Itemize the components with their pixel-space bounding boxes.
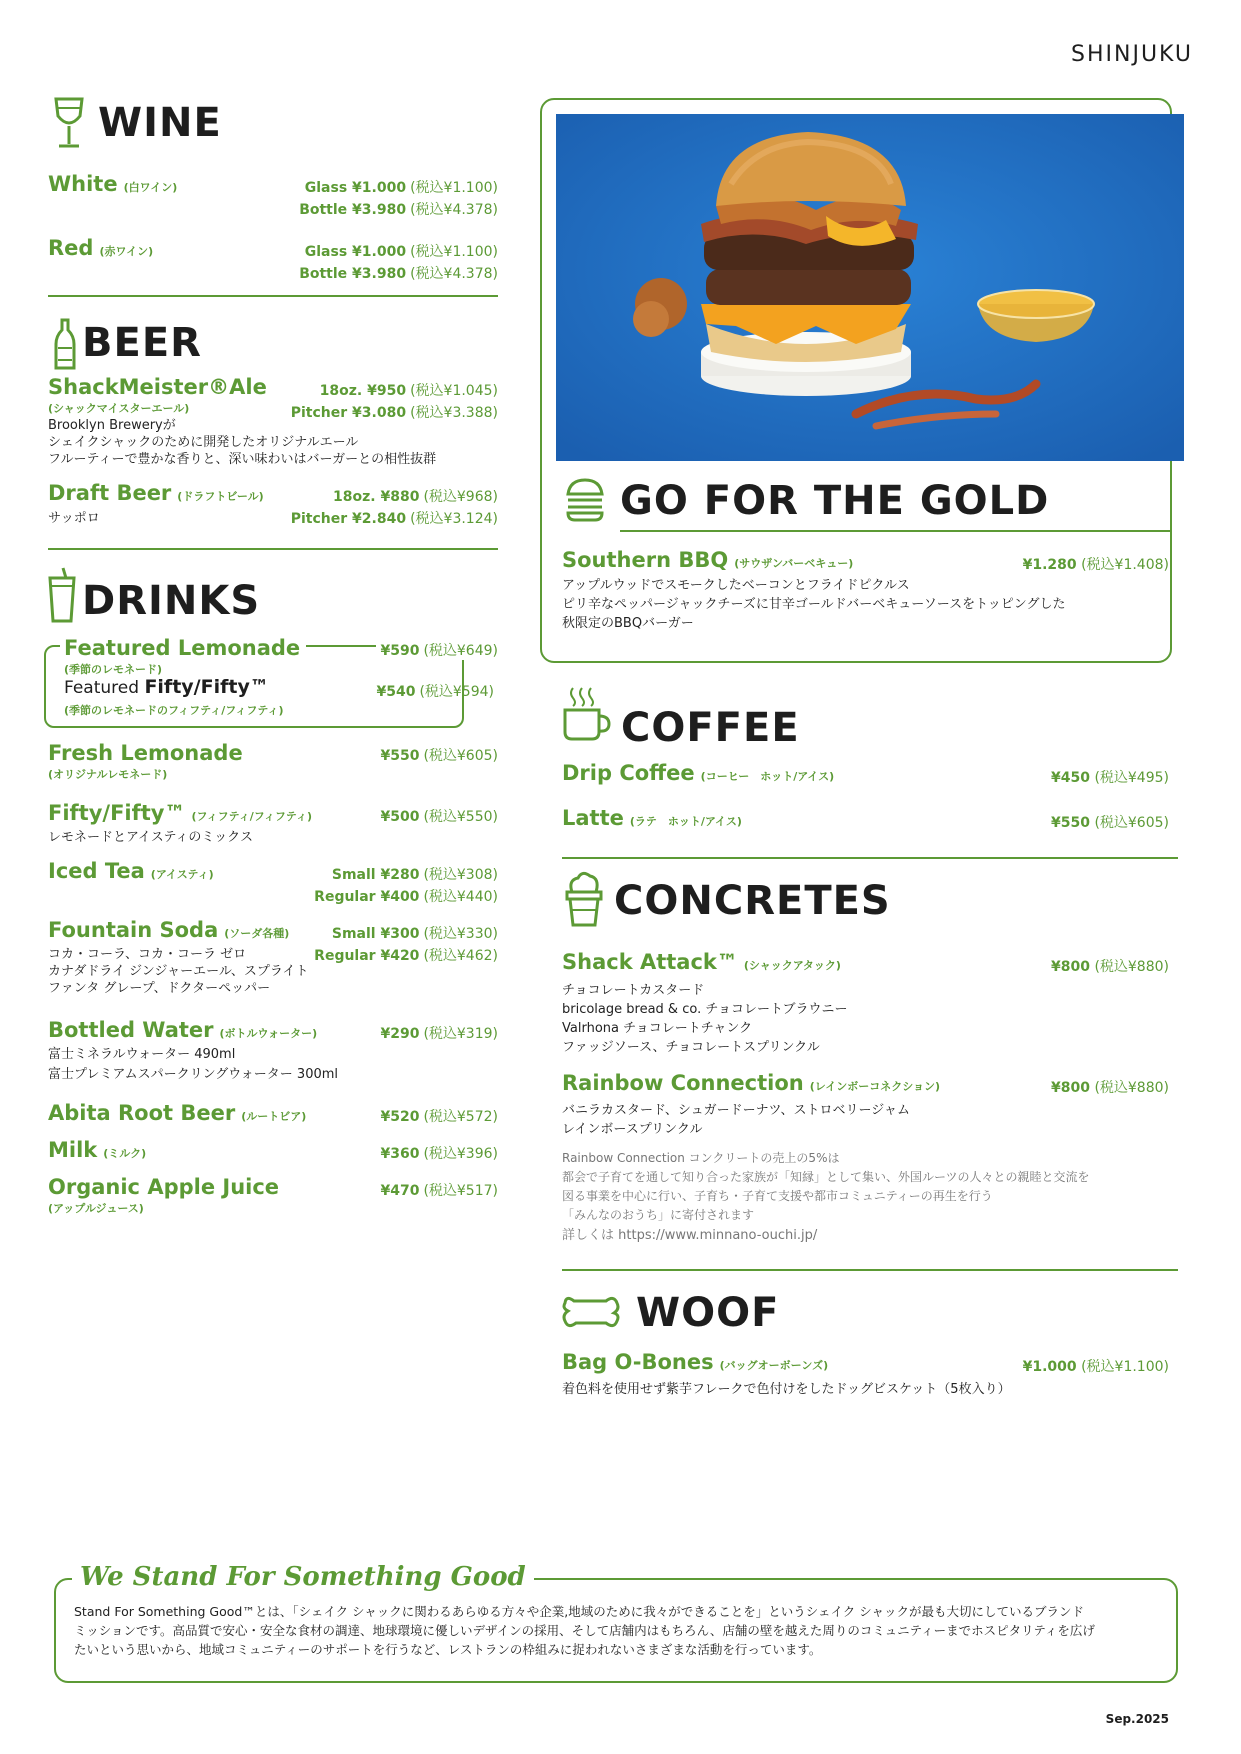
price-tax: (税込¥396) (423, 1146, 498, 1162)
beer-shackmeister-pitcher-price (291, 402, 498, 422)
price-tax: (税込¥605) (423, 748, 498, 764)
stand-title: We Stand For Something Good (72, 1562, 534, 1592)
price-value: ¥1.000 (1022, 1359, 1077, 1375)
southern-bbq-desc-2: ピリ辛なペッパージャックチーズに甘辛ゴールドバーベキューソースをトッピングした (562, 597, 1066, 612)
fresh-lemonade-name: Fresh Lemonade (48, 741, 243, 765)
beer-title: BEER (82, 320, 202, 366)
southern-bbq-price (1023, 554, 1169, 574)
item-name-text: Drip Coffee (562, 761, 695, 785)
price-value: Glass ¥1.000 (304, 244, 407, 260)
item-jp: (サウザンバーベキュー) (734, 557, 854, 570)
price-value: 18oz. ¥880 (333, 489, 420, 505)
shack-attack-name (562, 950, 841, 974)
milk-name (48, 1138, 146, 1162)
iced-tea-name (48, 859, 214, 883)
item-name-text: Abita Root Beer (48, 1101, 236, 1125)
price-value: ¥520 (380, 1109, 420, 1125)
item-jp: (白ワイン) (123, 181, 178, 194)
item-name-text: Latte (562, 806, 624, 830)
price-tax: (税込¥880) (1094, 1080, 1169, 1096)
price-value: Pitcher ¥3.080 (290, 405, 407, 421)
price-value: ¥550 (1051, 815, 1090, 831)
price-value: ¥290 (380, 1026, 420, 1042)
wine-white-glass-price (305, 177, 498, 197)
beer-divider (48, 548, 498, 550)
beer-shackmeister-desc-2: シェイクシャックのために開発したオリジナルエール (48, 435, 359, 450)
iced-tea-small-price (332, 864, 498, 884)
price-value: ¥590 (380, 643, 420, 659)
root-beer-name (48, 1101, 306, 1125)
dog-bone-icon (562, 1293, 620, 1333)
featured-fifty-jp: (季節のレモネードのフィフティ/フィフティ) (64, 704, 284, 717)
fresh-lemonade-jp: (オリジナルレモネード) (48, 768, 168, 781)
fountain-soda-desc-2: カナダドライ ジンジャーエール、スプライト (48, 964, 309, 979)
fifty-fifty-desc: レモネードとアイスティのミックス (48, 830, 254, 845)
location-label: SHINJUKU (1071, 42, 1193, 67)
price-tax: (税込¥594) (419, 684, 494, 700)
item-name-text: Fifty/Fifty™ (48, 801, 186, 825)
wine-divider (48, 295, 498, 297)
item-jp: (ドラフトビール) (177, 490, 264, 503)
concrete-cup-icon (564, 870, 604, 928)
featured-fifty-name (64, 676, 269, 698)
shack-attack-price (1051, 956, 1169, 976)
wine-red-name (48, 236, 153, 260)
coffee-cup-icon (563, 686, 611, 742)
price-tax: (税込¥605) (1094, 815, 1169, 831)
price-tax: (税込¥4.378) (410, 266, 498, 282)
price-tax: (税込¥968) (423, 489, 498, 505)
beer-draft-desc: サッポロ (48, 511, 100, 526)
price-tax: (税込¥330) (423, 926, 498, 942)
featured-fifty-text: Fifty/Fifty™ (144, 676, 269, 698)
footer-date: Sep.2025 (1105, 1712, 1169, 1726)
price-tax: (税込¥880) (1094, 959, 1169, 975)
price-tax: (税込¥517) (423, 1183, 498, 1199)
southern-bbq-desc-3: 秋限定のBBQバーガー (562, 616, 694, 631)
price-value: ¥1.280 (1022, 557, 1077, 573)
price-tax: (税込¥1.100) (410, 244, 498, 260)
drip-coffee-name (562, 761, 834, 785)
item-jp: (ソーダ各種) (224, 927, 290, 940)
featured-prefix: Featured (64, 678, 140, 698)
beer-shackmeister-jp: (シャックマイスターエール) (48, 402, 190, 415)
charity-note-2: 都会で子育てを通して知り合った家族が「知縁」として集い、外国ルーツの人々との親睦と交流を (562, 1170, 1090, 1184)
coffee-divider (562, 857, 1178, 859)
beer-draft-name (48, 481, 264, 505)
beer-shackmeister-desc-1: Brooklyn Breweryが (48, 418, 176, 433)
shack-attack-desc-4: ファッジソース、チョコレートスプリンクル (562, 1040, 820, 1055)
price-value: ¥470 (380, 1183, 420, 1199)
price-tax: (税込¥1.100) (1081, 1359, 1169, 1375)
item-name-text: Southern BBQ (562, 548, 729, 572)
price-value: Glass ¥1.000 (304, 180, 407, 196)
rainbow-connection-name (562, 1071, 940, 1095)
charity-note-3: 図る事業を中心に行い、子育ち・子育て支援や都市コミュニティーの再生を行う (562, 1189, 993, 1203)
price-value: Regular ¥400 (314, 889, 420, 905)
bottled-water-desc-2: 富士プレミアムスパークリングウォーター 300ml (48, 1067, 339, 1082)
price-value: ¥800 (1051, 959, 1090, 975)
wine-red-bottle-price (299, 263, 498, 283)
fountain-soda-small-price (332, 923, 498, 943)
featured-fifty-price (376, 681, 494, 701)
item-jp: (ルートビア) (241, 1110, 307, 1123)
burger-icon (565, 478, 605, 522)
price-tax: (税込¥3.388) (410, 405, 498, 421)
fountain-soda-name (48, 918, 289, 942)
beer-draft-pitcher-price (291, 508, 498, 528)
price-value: Small ¥300 (331, 926, 420, 942)
fountain-soda-desc-3: ファンタ グレープ、ドクターペッパー (48, 981, 271, 996)
burger-photo (556, 114, 1184, 461)
wine-red-glass-price (305, 241, 498, 261)
rainbow-connection-price (1051, 1077, 1169, 1097)
concretes-title: CONCRETES (614, 878, 891, 924)
featured-lemonade-price (376, 640, 500, 660)
bottled-water-name (48, 1018, 317, 1042)
price-tax: (税込¥4.378) (410, 202, 498, 218)
item-name-text: White (48, 172, 118, 196)
southern-bbq-desc-1: アップルウッドでスモークしたベーコンとフライドピクルス (562, 578, 910, 593)
milk-price (380, 1143, 498, 1163)
price-value: ¥360 (380, 1146, 420, 1162)
charity-note-1: Rainbow Connection コンクリートの売上の5%は (562, 1151, 840, 1165)
drip-coffee-price (1051, 767, 1169, 787)
item-name-text: Milk (48, 1138, 98, 1162)
beer-shackmeister-desc-3: フルーティーで豊かな香りと、深い味わいはバーガーとの相性抜群 (48, 452, 437, 467)
price-tax: (税込¥3.124) (410, 511, 498, 527)
apple-juice-name: Organic Apple Juice (48, 1175, 280, 1199)
price-value: 18oz. ¥950 (319, 383, 407, 399)
featured-lemonade-name: Featured Lemonade (60, 636, 306, 660)
item-jp: (ミルク) (103, 1147, 147, 1160)
price-value: ¥800 (1051, 1080, 1090, 1096)
drinks-title: DRINKS (82, 578, 261, 624)
latte-name (562, 806, 742, 830)
drink-cup-icon (48, 566, 76, 624)
beer-draft-glass-price (333, 486, 498, 506)
coffee-title: COFFEE (621, 705, 800, 751)
price-value: Bottle ¥3.980 (299, 202, 407, 218)
apple-juice-jp: (アップルジュース) (48, 1202, 144, 1215)
gold-divider (620, 530, 1172, 532)
wine-glass-icon (52, 96, 86, 150)
item-name-text: Fountain Soda (48, 918, 219, 942)
shack-attack-desc-3: Valrhona チョコレートチャンク (562, 1021, 753, 1036)
burger-illustration (556, 114, 1184, 461)
shack-attack-desc-1: チョコレートカスタード (562, 983, 705, 998)
price-tax: (税込¥1.100) (410, 180, 498, 196)
price-tax: (税込¥550) (423, 809, 498, 825)
price-value: Pitcher ¥2.840 (290, 511, 407, 527)
item-jp: (バッグオーボーンズ) (719, 1359, 829, 1372)
beer-shackmeister-name: ShackMeister®Ale (48, 375, 267, 399)
root-beer-price (380, 1106, 498, 1126)
iced-tea-regular-price (314, 886, 498, 906)
item-name-text: Bag O-Bones (562, 1350, 714, 1374)
wine-white-bottle-price (299, 199, 498, 219)
shack-attack-desc-2: bricolage bread & co. チョコレートブラウニー (562, 1002, 848, 1017)
price-tax: (税込¥1.045) (410, 383, 498, 399)
price-value: ¥550 (380, 748, 420, 764)
item-jp: (ラテ ホット/アイス) (629, 815, 742, 828)
stand-text-3: たいという思いから、地域コミュニティーのサポートを行うなど、レストランの枠組みに捉われないさまざまな活動を行っています。 (74, 1642, 822, 1657)
item-jp: (赤ワイン) (99, 245, 154, 258)
price-value: Small ¥280 (331, 867, 420, 883)
fresh-lemonade-price (380, 745, 498, 765)
price-tax: (税込¥1.408) (1081, 557, 1169, 573)
apple-juice-price (380, 1180, 498, 1200)
item-jp: (コーヒー ホット/アイス) (700, 770, 835, 783)
bag-o-bones-desc: 着色料を使用せず紫芋フレークで色付けをしたドッグビスケット（5枚入り） (562, 1382, 1011, 1397)
item-name-text: Shack Attack™ (562, 950, 738, 974)
price-tax: (税込¥649) (423, 643, 498, 659)
gold-title: GO FOR THE GOLD (620, 478, 1050, 524)
latte-price (1051, 812, 1169, 832)
wine-title: WINE (98, 100, 222, 146)
wine-white-name (48, 172, 177, 196)
rainbow-connection-desc-2: レインボースプリンクル (562, 1122, 703, 1137)
item-name-text: Rainbow Connection (562, 1071, 804, 1095)
price-value: ¥500 (380, 809, 420, 825)
stand-text-2: ミッションです。高品質で安心・安全な食材の調達、地球環境に優しいデザインの採用、そして店舗内はもちろん、店舗の壁を越えた周りのコミュニティーまでホスピタリティを広げ (74, 1623, 1095, 1638)
price-tax: (税込¥572) (423, 1109, 498, 1125)
price-tax: (税込¥462) (423, 948, 498, 964)
price-value: ¥540 (376, 684, 416, 700)
charity-note-link[interactable]: 詳しくは https://www.minnano-ouchi.jp/ (562, 1228, 818, 1243)
item-name-text: Bottled Water (48, 1018, 214, 1042)
featured-lemonade-jp: (季節のレモネード) (64, 663, 163, 676)
woof-title: WOOF (636, 1290, 780, 1336)
price-value: Bottle ¥3.980 (299, 266, 407, 282)
charity-note-4: 「みんなのおうち」に寄付されます (562, 1208, 755, 1222)
left-column (48, 0, 498, 1400)
bag-o-bones-name (562, 1350, 828, 1374)
item-jp: (ボトルウォーター) (219, 1027, 318, 1040)
item-jp: (レインボーコネクション) (809, 1080, 941, 1093)
fifty-fifty-name (48, 801, 312, 825)
item-name-text: Red (48, 236, 94, 260)
stand-text-1: Stand For Something Good™とは、「シェイク シャックに関わるあらゆる方々や企業,地域のために我々ができることを」というシェイク シャックが最も大切にしているブランド (74, 1604, 1084, 1619)
fountain-soda-desc-1: コカ・コーラ、コカ・コーラ ゼロ (48, 947, 247, 962)
bottled-water-price (380, 1023, 498, 1043)
price-tax: (税込¥495) (1094, 770, 1169, 786)
price-tax: (税込¥440) (423, 889, 498, 905)
southern-bbq-name (562, 548, 853, 572)
item-jp: (フィフティ/フィフティ) (191, 810, 313, 823)
concretes-divider (562, 1269, 1178, 1271)
item-name-text: Draft Beer (48, 481, 172, 505)
beer-shackmeister-glass-price (320, 380, 498, 400)
item-jp: (アイスティ) (150, 868, 214, 881)
bottled-water-desc-1: 富士ミネラルウォーター 490ml (48, 1047, 236, 1062)
price-tax: (税込¥319) (423, 1026, 498, 1042)
fifty-fifty-price (380, 806, 498, 826)
bag-o-bones-price (1023, 1356, 1169, 1376)
item-name-text: Iced Tea (48, 859, 145, 883)
beer-bottle-icon (54, 318, 76, 372)
item-jp: (シャックアタック) (743, 959, 841, 972)
price-tax: (税込¥308) (423, 867, 498, 883)
rainbow-connection-desc-1: バニラカスタード、シュガードーナツ、ストロベリージャム (562, 1103, 911, 1118)
fountain-soda-regular-price (314, 945, 498, 965)
price-value: Regular ¥420 (314, 948, 420, 964)
price-value: ¥450 (1051, 770, 1090, 786)
